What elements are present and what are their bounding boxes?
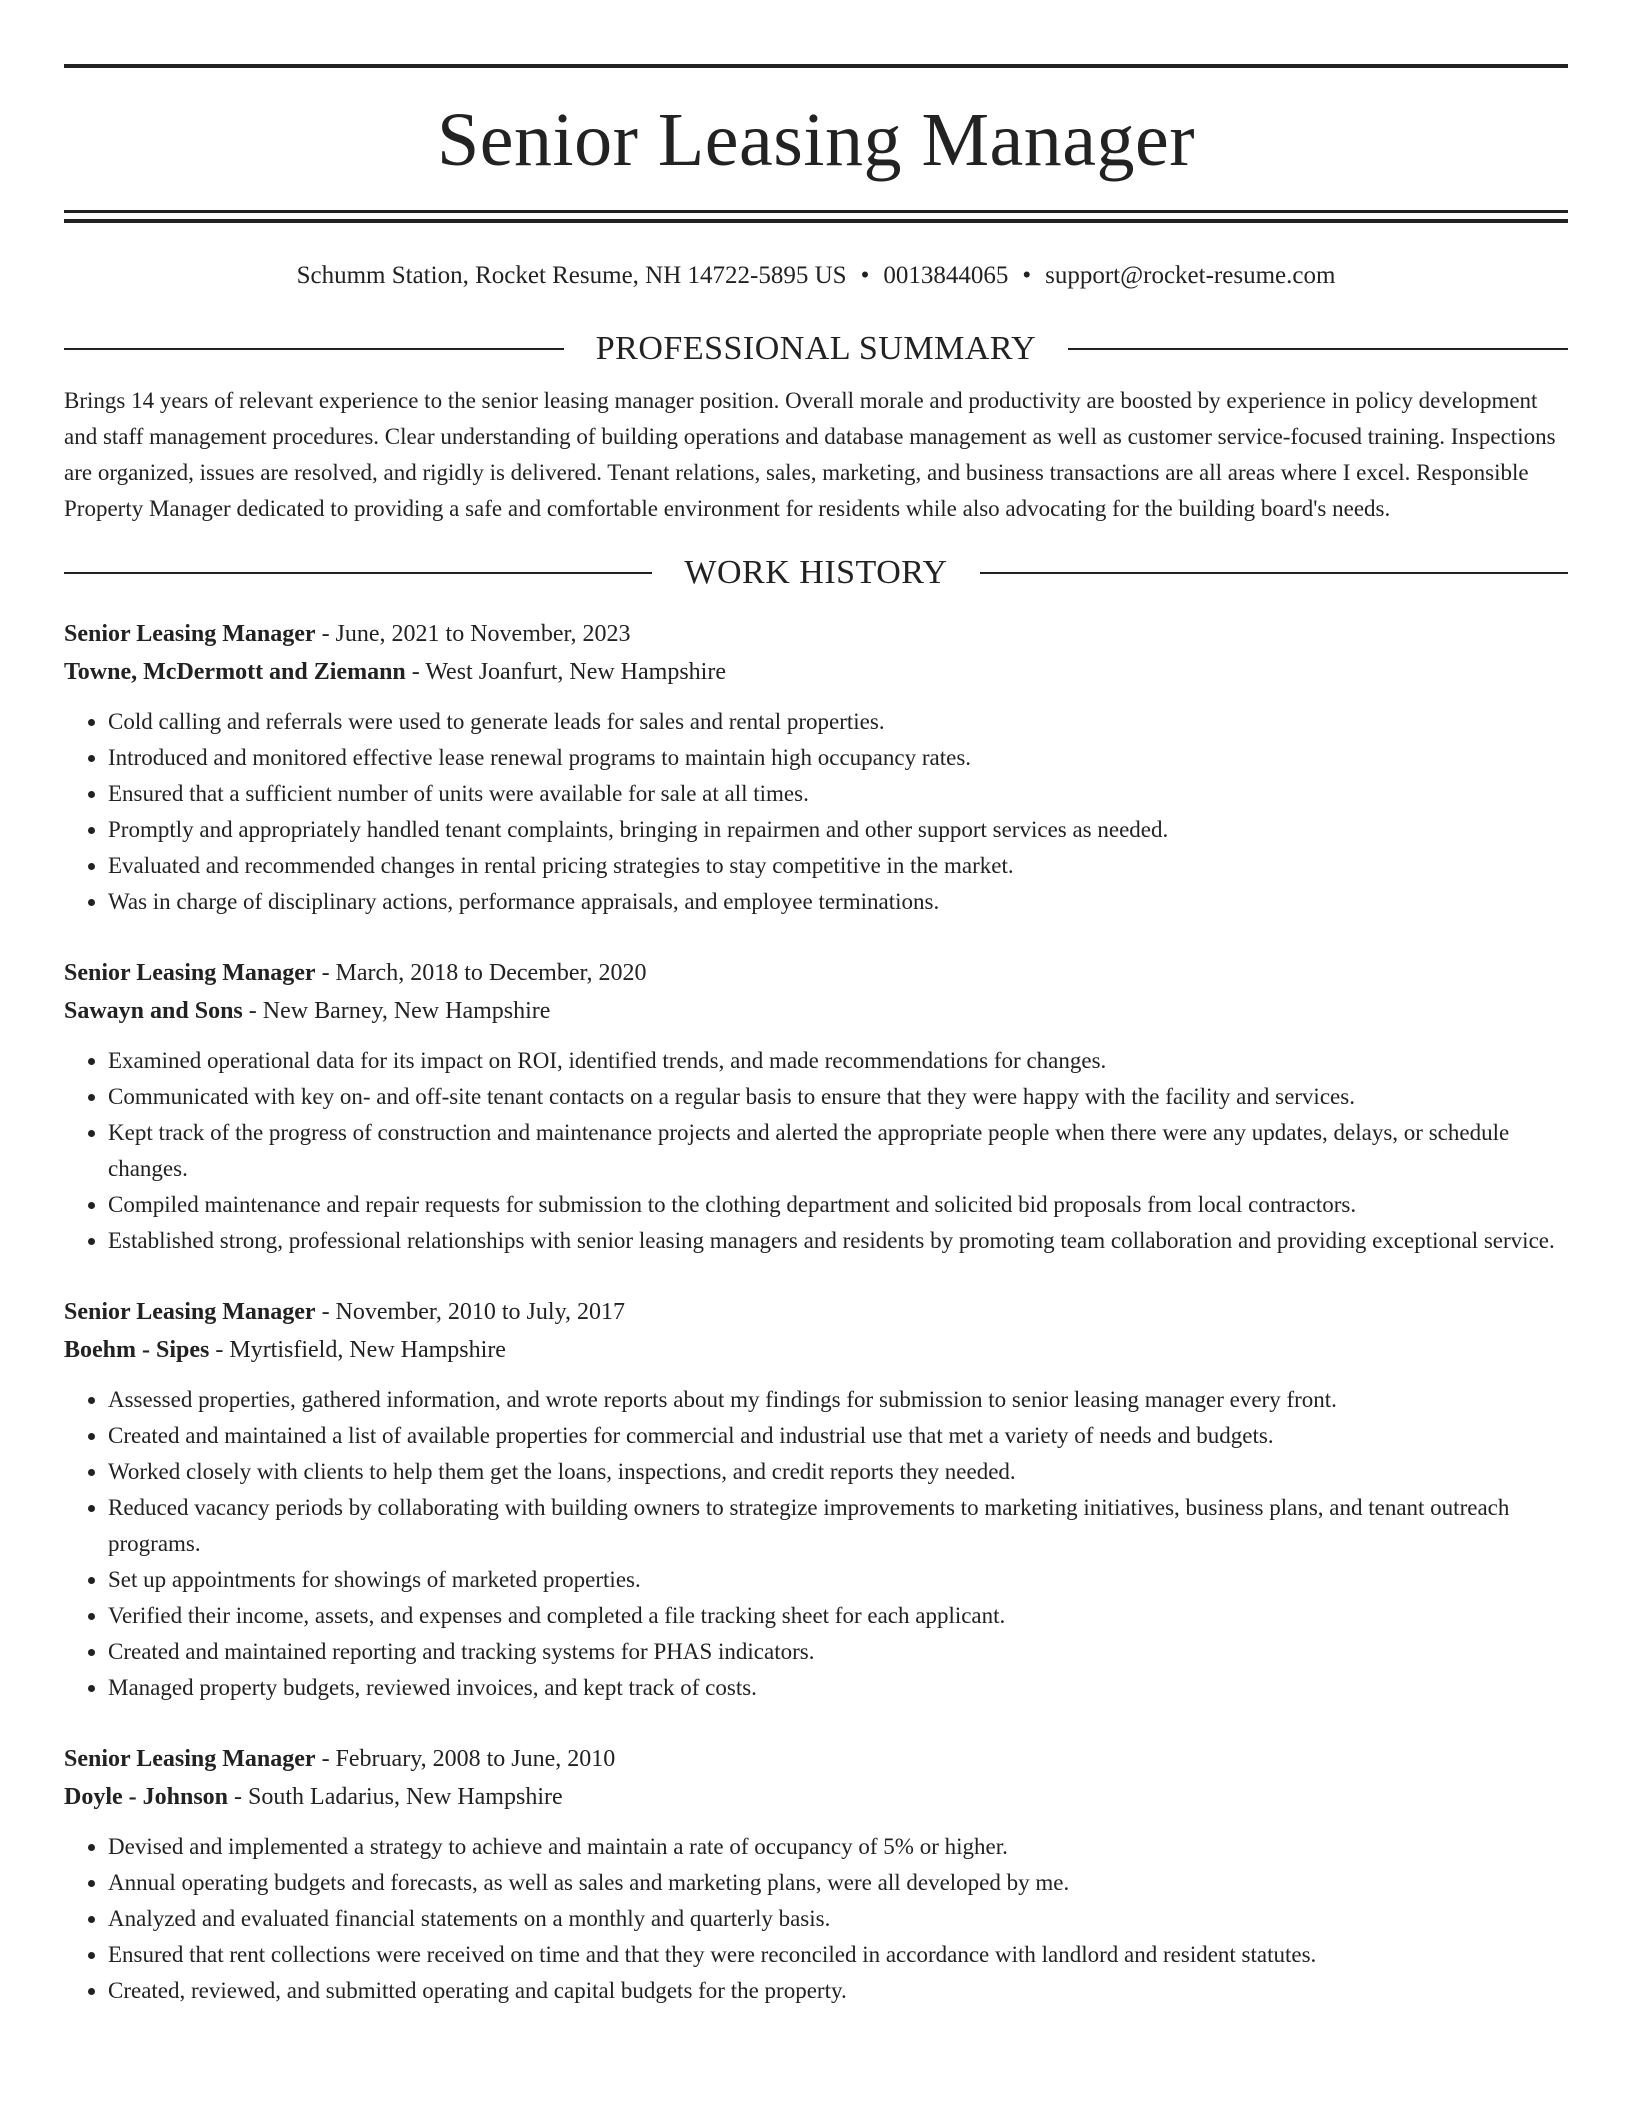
job-company-line bbox=[64, 653, 1568, 691]
contact-separator: • bbox=[1022, 262, 1032, 289]
job-bullet: • Communicated with key on- and off-site tenant contacts on a regular basis to ensure that they were happy with the facility and services. bbox=[108, 1079, 1568, 1115]
job-location: - South Ladarius, New Hampshire bbox=[228, 1784, 563, 1810]
heading-rule-right bbox=[980, 572, 1568, 574]
job-bullet: • Introduced and monitored effective lease renewal programs to maintain high occupancy rates. bbox=[108, 740, 1568, 776]
job-bullet: • Examined operational data for its impact on ROI, identified trends, and made recommendations for changes. bbox=[108, 1043, 1568, 1079]
resume-title: Senior Leasing Manager bbox=[436, 98, 1196, 182]
top-rule bbox=[64, 64, 1568, 68]
heading-rule-right bbox=[1068, 348, 1568, 350]
job-title-line bbox=[64, 615, 1568, 653]
job-bullet: • Devised and implemented a strategy to achieve and maintain a rate of occupancy of 5% or higher. bbox=[108, 1829, 1568, 1865]
job-bullet: • Ensured that rent collections were received on time and that they were reconciled in accordance with landlord and resident statutes. bbox=[108, 1937, 1568, 1973]
job-bullet: • Compiled maintenance and repair requests for submission to the clothing department and solicited bid proposals from local contractors. bbox=[108, 1187, 1568, 1223]
heading-rule-left bbox=[64, 572, 652, 574]
job-bullet-list bbox=[64, 704, 1568, 920]
job-bullet: • Assessed properties, gathered information, and wrote reports about my findings for submission to senior leasing manager every front. bbox=[108, 1382, 1568, 1418]
job-company: Boehm - Sipes bbox=[64, 1337, 210, 1363]
job-bullet: • Worked closely with clients to help them get the loans, inspections, and credit reports they needed. bbox=[108, 1454, 1568, 1490]
job-bullet: • Annual operating budgets and forecasts, as well as sales and marketing plans, were all developed by me. bbox=[108, 1865, 1568, 1901]
contact-line bbox=[64, 261, 1568, 291]
job-entry bbox=[64, 954, 1568, 1259]
job-title-line bbox=[64, 1293, 1568, 1331]
summary-heading-row bbox=[64, 331, 1568, 367]
contact-email: support@rocket-resume.com bbox=[1045, 262, 1336, 289]
job-dates: - November, 2010 to July, 2017 bbox=[315, 1299, 626, 1325]
job-title: Senior Leasing Manager bbox=[64, 621, 316, 647]
summary-heading: PROFESSIONAL SUMMARY bbox=[595, 330, 1037, 367]
job-entry bbox=[64, 1740, 1568, 2009]
job-title-line bbox=[64, 1740, 1568, 1778]
job-bullet: • Promptly and appropriately handled tenant complaints, bringing in repairmen and other support services as needed. bbox=[108, 812, 1568, 848]
job-company-line bbox=[64, 1778, 1568, 1816]
job-company: Towne, McDermott and Ziemann bbox=[64, 659, 406, 685]
job-dates: - February, 2008 to June, 2010 bbox=[315, 1746, 616, 1772]
job-dates: - June, 2021 to November, 2023 bbox=[315, 621, 631, 647]
job-bullet: • Cold calling and referrals were used to generate leads for sales and rental properties. bbox=[108, 704, 1568, 740]
job-title-line bbox=[64, 954, 1568, 992]
job-bullet: • Ensured that a sufficient number of units were available for sale at all times. bbox=[108, 776, 1568, 812]
job-bullet: • Evaluated and recommended changes in rental pricing strategies to stay competitive in the market. bbox=[108, 848, 1568, 884]
job-location: - Myrtisfield, New Hampshire bbox=[209, 1337, 506, 1363]
job-title: Senior Leasing Manager bbox=[64, 960, 316, 986]
job-entry bbox=[64, 615, 1568, 920]
job-bullet: • Created, reviewed, and submitted operating and capital budgets for the property. bbox=[108, 1973, 1568, 2009]
job-title: Senior Leasing Manager bbox=[64, 1746, 316, 1772]
job-bullet: • Was in charge of disciplinary actions, performance appraisals, and employee terminations. bbox=[108, 884, 1568, 920]
job-dates: - March, 2018 to December, 2020 bbox=[315, 960, 647, 986]
job-bullet: • Reduced vacancy periods by collaborating with building owners to strategize improvements to marketing initiatives, business plans, and tenant outreach programs. bbox=[108, 1490, 1568, 1562]
title-double-rule bbox=[64, 210, 1568, 223]
contact-separator: • bbox=[860, 262, 870, 289]
job-bullet: • Kept track of the progress of construction and maintenance projects and alerted the appropriate people when there were any updates, delays, or schedule changes. bbox=[108, 1115, 1568, 1187]
summary-text: Brings 14 years of relevant experience to the senior leasing manager position. Overall morale and productivity are boosted by experience in policy development and staff management procedures. Clear understanding of building operations and database management as well as customer service-focused training. Inspections are organized, issues are resolved, and rigidly is delivered. Tenant relations, sales, marketing, and business transactions are all areas where I excel. Responsible Property Manager dedicated to providing a safe and comfortable environment for residents while also advocating for the building board's needs. bbox=[64, 388, 1556, 521]
work-history-heading: WORK HISTORY bbox=[684, 554, 948, 591]
job-entry bbox=[64, 1293, 1568, 1706]
contact-phone: 0013844065 bbox=[883, 262, 1009, 289]
job-company: Doyle - Johnson bbox=[64, 1784, 229, 1810]
resume-page bbox=[64, 0, 1568, 2009]
job-bullet: • Managed property budgets, reviewed invoices, and kept track of costs. bbox=[108, 1670, 1568, 1706]
job-bullet: • Created and maintained reporting and tracking systems for PHAS indicators. bbox=[108, 1634, 1568, 1670]
job-bullet: • Created and maintained a list of available properties for commercial and industrial use that met a variety of needs and budgets. bbox=[108, 1418, 1568, 1454]
job-title: Senior Leasing Manager bbox=[64, 1299, 316, 1325]
job-location: - New Barney, New Hampshire bbox=[242, 998, 551, 1024]
job-company-line bbox=[64, 1331, 1568, 1369]
job-company: Sawayn and Sons bbox=[64, 998, 243, 1024]
job-bullet: • Set up appointments for showings of marketed properties. bbox=[108, 1562, 1568, 1598]
job-bullet: • Verified their income, assets, and expenses and completed a file tracking sheet for each applicant. bbox=[108, 1598, 1568, 1634]
job-list bbox=[64, 615, 1568, 2009]
job-bullet-list bbox=[64, 1043, 1568, 1259]
contact-address: Schumm Station, Rocket Resume, NH 14722-5895 US bbox=[296, 262, 847, 289]
job-bullet-list bbox=[64, 1829, 1568, 2009]
job-company-line bbox=[64, 992, 1568, 1030]
job-bullet: • Established strong, professional relationships with senior leasing managers and residents by promoting team collaboration and providing exceptional service. bbox=[108, 1223, 1568, 1259]
job-bullet-list bbox=[64, 1382, 1568, 1706]
work-history-heading-row bbox=[64, 555, 1568, 591]
job-location: - West Joanfurt, New Hampshire bbox=[405, 659, 726, 685]
job-bullet: • Analyzed and evaluated financial statements on a monthly and quarterly basis. bbox=[108, 1901, 1568, 1937]
heading-rule-left bbox=[64, 348, 564, 350]
